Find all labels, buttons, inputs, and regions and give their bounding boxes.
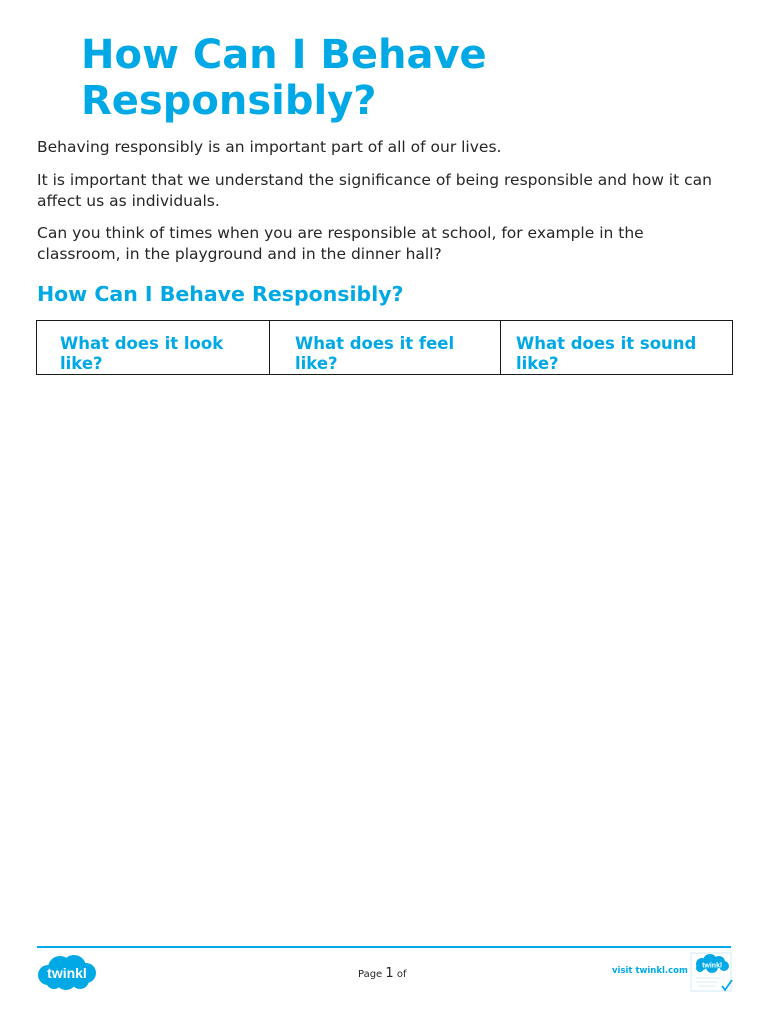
table-header-cell-feel[interactable] [270, 321, 501, 374]
logo-wordmark: twinkl [47, 965, 87, 981]
twinkl-logo-icon[interactable] [36, 953, 98, 991]
page-prefix: Page [358, 969, 383, 980]
page-suffix: of [396, 969, 407, 980]
intro-paragraph-3: Can you think of times when you are responsible at school, for example in the classroom, in the playground and in the dinner hall? [37, 224, 644, 263]
quality-badge-icon [690, 952, 734, 994]
visit-link[interactable]: visit twinkl.com [612, 966, 688, 976]
table-header-feel: What does it feel like? [295, 334, 455, 373]
intro-paragraph-2: It is important that we understand the significance of being responsible and how it can affect us as individuals. [37, 171, 712, 210]
table-header-cell-sound[interactable] [501, 321, 732, 374]
table-header-cell-look[interactable] [37, 321, 270, 374]
page-number-label [358, 966, 407, 981]
intro-paragraph-1: Behaving responsibly is an important part of all of our lives. [37, 138, 502, 156]
page-title: How Can I Behave Responsibly? [81, 32, 487, 124]
badge-wordmark: twinkl [702, 962, 722, 970]
page-number: 1 [385, 966, 394, 981]
footer-divider [37, 946, 731, 948]
table-header-sound: What does it sound like? [516, 334, 697, 373]
table-header-look: What does it look like? [60, 334, 224, 373]
responsibility-table [36, 320, 733, 375]
section-heading: How Can I Behave Responsibly? [37, 282, 404, 306]
